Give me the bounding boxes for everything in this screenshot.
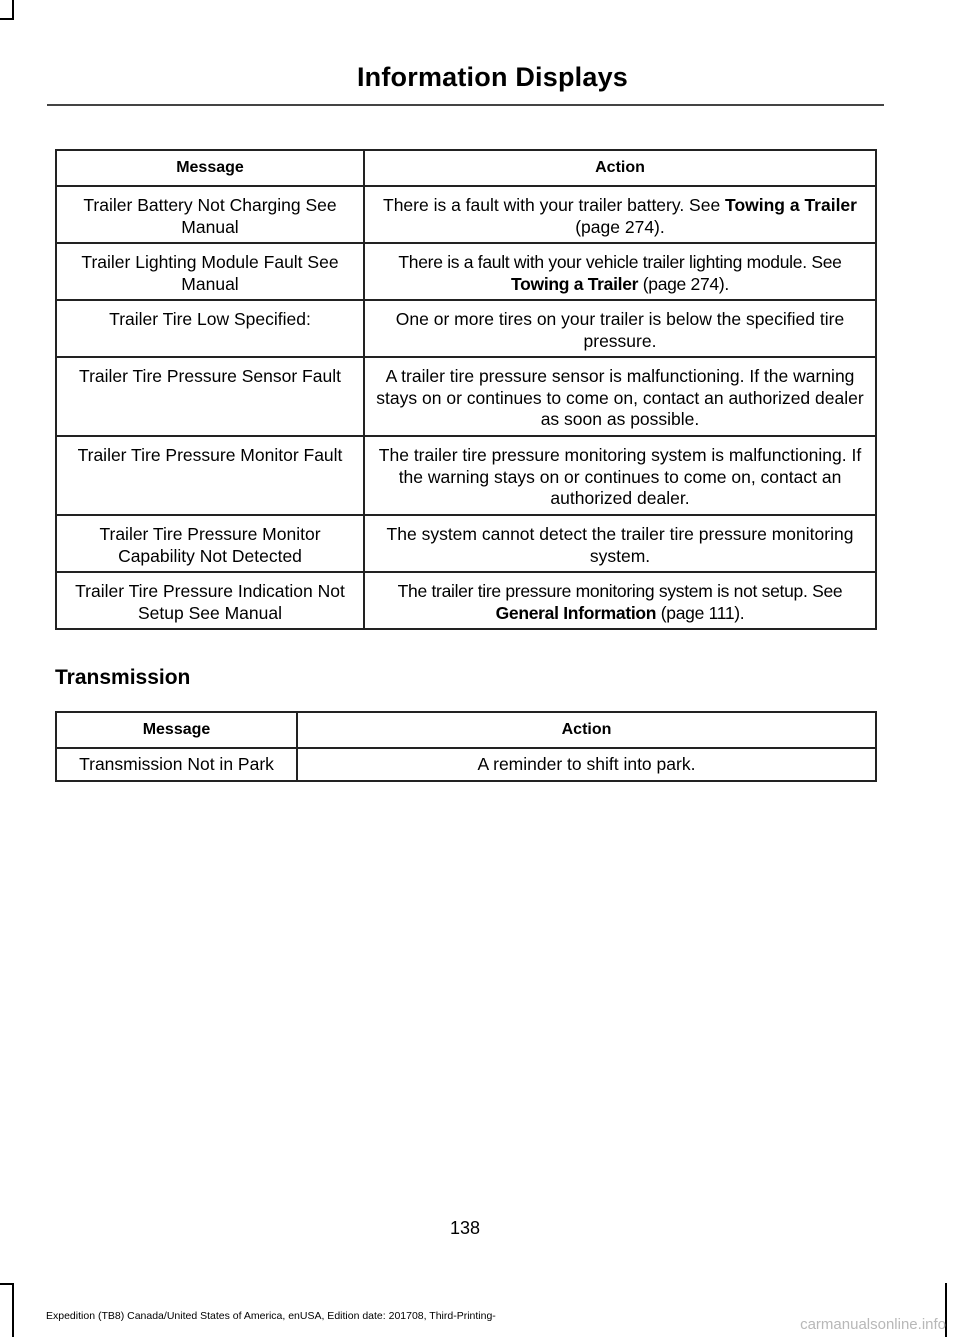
action-cell: There is a fault with your trailer battery. See Towing a Trailer (page 274).: [364, 186, 876, 243]
message-cell: Trailer Battery Not Charging See Manual: [56, 186, 364, 243]
crop-mark-bottom-left: [12, 1283, 14, 1337]
message-cell: Trailer Lighting Module Fault See Manual: [56, 243, 364, 300]
watermark: carmanualsonline.info: [800, 1316, 946, 1333]
table-row: [56, 300, 876, 357]
section-heading-transmission: Transmission: [55, 666, 191, 689]
title-divider: [47, 104, 884, 106]
column-header-action: Action: [364, 150, 876, 186]
column-header-action: Action: [297, 712, 876, 748]
page-number: 138: [449, 1218, 481, 1238]
message-cell: Trailer Tire Pressure Sensor Fault: [56, 357, 364, 436]
crop-mark-top-left: [0, 18, 14, 20]
action-cell: The trailer tire pressure monitoring system is not setup. See General Information (page 111).: [364, 572, 876, 629]
message-cell: Trailer Tire Pressure Monitor Fault: [56, 436, 364, 515]
action-cell: A reminder to shift into park.: [297, 748, 876, 781]
column-header-message: Message: [56, 150, 364, 186]
table-row: [56, 748, 876, 781]
table-header-row: [56, 150, 876, 186]
message-cell: Trailer Tire Pressure Monitor Capability Not Detected: [56, 515, 364, 572]
link-general-information[interactable]: General Information: [495, 602, 657, 623]
table-row: [56, 436, 876, 515]
link-towing-a-trailer[interactable]: Towing a Trailer: [725, 195, 857, 215]
action-cell: One or more tires on your trailer is below the specified tire pressure.: [364, 300, 876, 357]
table-row: [56, 357, 876, 436]
action-cell: A trailer tire pressure sensor is malfunctioning. If the warning stays on or continues to come on, contact an authorized dealer as soon as possible.: [364, 357, 876, 436]
column-header-message: Message: [56, 712, 297, 748]
action-cell: The system cannot detect the trailer tire pressure monitoring system.: [364, 515, 876, 572]
action-cell: The trailer tire pressure monitoring system is malfunctioning. If the warning stays on or continues to come on, contact an authorized dealer.: [364, 436, 876, 515]
table-row: [56, 572, 876, 629]
link-towing-a-trailer[interactable]: Towing a Trailer: [511, 273, 639, 294]
page-title: Information Displays: [356, 62, 628, 92]
trailer-messages-table: [55, 149, 877, 630]
crop-mark-bottom-left: [0, 1283, 14, 1285]
message-cell: Transmission Not in Park: [56, 748, 297, 781]
message-cell: Trailer Tire Pressure Indication Not Setup See Manual: [56, 572, 364, 629]
transmission-messages-table: [55, 711, 877, 782]
table-row: [56, 186, 876, 243]
message-cell: Trailer Tire Low Specified:: [56, 300, 364, 357]
table-row: [56, 515, 876, 572]
table-header-row: [56, 712, 876, 748]
crop-mark-top-left: [12, 0, 14, 18]
table-row: [56, 243, 876, 300]
action-cell: There is a fault with your vehicle trailer lighting module. See Towing a Trailer (page 274).: [364, 243, 876, 300]
edition-footer: Expedition (TB8) Canada/United States of America, enUSA, Edition date: 201708, Third-Printing-: [46, 1310, 496, 1322]
